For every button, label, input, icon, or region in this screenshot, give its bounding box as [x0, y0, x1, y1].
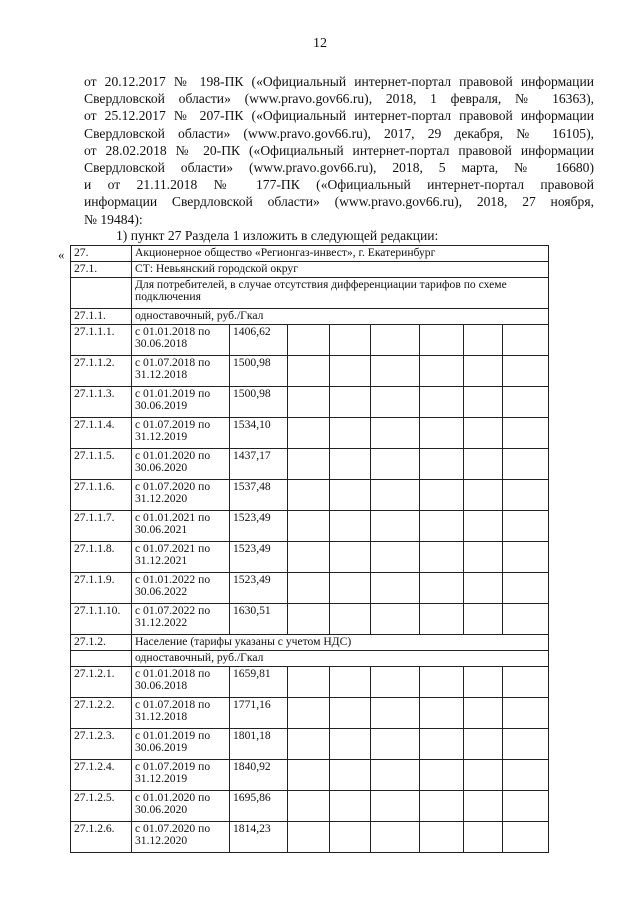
empty-cell: [503, 325, 549, 356]
empty-cell: [288, 511, 330, 542]
tariff-value: 1523,49: [230, 573, 288, 604]
period: с 01.01.2019 по 30.06.2019: [132, 729, 230, 760]
empty-cell: [503, 542, 549, 573]
empty-cell: [464, 729, 503, 760]
tariff-value: 1437,17: [230, 449, 288, 480]
tariff-row: [71, 542, 549, 573]
empty-cell: [288, 729, 330, 760]
tariff-value: 1771,16: [230, 698, 288, 729]
tariff-row: [71, 480, 549, 511]
tariff-row: [71, 449, 549, 480]
empty-cell: [371, 542, 420, 573]
empty-cell: [288, 604, 330, 635]
empty-cell: [464, 698, 503, 729]
intro-line: и от 21.11.2018 № 177-ПК («Официальный интернет-портал правовой: [84, 177, 594, 193]
empty-cell: [464, 511, 503, 542]
empty-cell: [420, 449, 464, 480]
empty-cell: [371, 698, 420, 729]
intro-line: от 28.02.2018 № 20-ПК («Официальный интернет-портал правовой информации: [84, 142, 594, 158]
row-number: 27.1.1.7.: [71, 511, 132, 542]
empty-cell: [464, 573, 503, 604]
period: с 01.01.2021 по 30.06.2021: [132, 511, 230, 542]
empty-cell: [330, 418, 371, 449]
period: с 01.01.2022 по 30.06.2022: [132, 573, 230, 604]
row-number: 27.1.1.9.: [71, 573, 132, 604]
empty-cell: [420, 542, 464, 573]
empty-cell: [371, 822, 420, 853]
period: с 01.07.2021 по 31.12.2021: [132, 542, 230, 573]
period: с 01.07.2019 по 31.12.2019: [132, 760, 230, 791]
empty-cell: [420, 325, 464, 356]
intro-line: Свердловской области» (www.pravo.gov66.ru), 2017, 29 декабря, № 16105),: [84, 125, 594, 141]
empty-cell: [330, 667, 371, 698]
empty-cell: [371, 356, 420, 387]
empty-cell: [420, 573, 464, 604]
row-number: 27.1.1.10.: [71, 604, 132, 635]
intro-paragraph: [84, 73, 594, 228]
tariff-type: одноставочный, руб./Гкал: [132, 651, 549, 667]
period: с 01.07.2020 по 31.12.2020: [132, 822, 230, 853]
intro-line: № 19484):: [84, 211, 143, 227]
empty-cell: [503, 698, 549, 729]
empty-cell: [503, 760, 549, 791]
empty-cell: [464, 387, 503, 418]
row-number: 27.1.1.2.: [71, 356, 132, 387]
period: с 01.07.2018 по 31.12.2018: [132, 698, 230, 729]
empty-cell: [288, 822, 330, 853]
tariff-row: [71, 698, 549, 729]
point-heading: 1) пункт 27 Раздела 1 изложить в следующей редакции:: [116, 228, 439, 243]
tariff-value: 1695,86: [230, 791, 288, 822]
row-number: 27.1.1.1.: [71, 325, 132, 356]
empty-cell: [371, 418, 420, 449]
empty-cell: [330, 542, 371, 573]
empty-cell: [330, 356, 371, 387]
row-number: 27.1.2.4.: [71, 760, 132, 791]
tariff-row: [71, 760, 549, 791]
period: с 01.01.2019 по 30.06.2019: [132, 387, 230, 418]
opening-quote: «: [58, 247, 65, 262]
empty-cell: [420, 480, 464, 511]
empty-cell: [420, 791, 464, 822]
tariff-row: [71, 418, 549, 449]
period: с 01.01.2018 по 30.06.2018: [132, 667, 230, 698]
row-number: 27.1.1.4.: [71, 418, 132, 449]
empty-cell: [371, 449, 420, 480]
empty-cell: [503, 822, 549, 853]
empty-cell: [464, 480, 503, 511]
tariff-value: 1534,10: [230, 418, 288, 449]
empty-cell: [288, 387, 330, 418]
period: с 01.01.2020 по 30.06.2020: [132, 449, 230, 480]
territory-name: СТ: Невьянский городской округ: [132, 262, 549, 278]
empty-cell: [288, 698, 330, 729]
empty-cell: [464, 604, 503, 635]
tariff-value: 1814,23: [230, 822, 288, 853]
empty-cell: [288, 418, 330, 449]
empty-cell: [503, 449, 549, 480]
tariff-table: [70, 245, 549, 853]
empty-cell: [464, 822, 503, 853]
row-number: 27.1.1.5.: [71, 449, 132, 480]
row-number: 27.1.2.: [71, 635, 132, 651]
empty-cell: [464, 449, 503, 480]
intro-line: от 20.12.2017 № 198-ПК («Официальный интернет-портал правовой информации: [84, 74, 594, 89]
intro-line: Свердловской области» (www.pravo.gov66.ru), 2018, 1 февраля, № 16363),: [84, 91, 594, 107]
intro-line: от 25.12.2017 № 207-ПК («Официальный интернет-портал правовой информации: [84, 108, 594, 124]
empty-cell: [371, 480, 420, 511]
period: с 01.01.2018 по 30.06.2018: [132, 325, 230, 356]
empty-cell: [330, 604, 371, 635]
row-number: 27.1.2.2.: [71, 698, 132, 729]
tariff-type: одноставочный, руб./Гкал: [132, 309, 549, 325]
row-number: 27.: [71, 246, 132, 262]
empty-cell: [503, 511, 549, 542]
empty-cell: [71, 278, 132, 309]
empty-cell: [420, 698, 464, 729]
empty-cell: [503, 573, 549, 604]
empty-cell: [503, 418, 549, 449]
empty-cell: [420, 418, 464, 449]
empty-cell: [288, 480, 330, 511]
empty-cell: [288, 667, 330, 698]
intro-line: Свердловской области» (www.pravo.gov66.ru), 2018, 5 марта, № 16680): [84, 160, 594, 176]
empty-cell: [288, 760, 330, 791]
empty-cell: [288, 542, 330, 573]
row-number: 27.1.1.6.: [71, 480, 132, 511]
empty-cell: [371, 511, 420, 542]
tariff-value: 1840,92: [230, 760, 288, 791]
empty-cell: [464, 760, 503, 791]
tariff-value: 1523,49: [230, 542, 288, 573]
empty-cell: [371, 791, 420, 822]
tariff-value: 1523,49: [230, 511, 288, 542]
empty-cell: [371, 387, 420, 418]
empty-cell: [464, 667, 503, 698]
empty-cell: [464, 418, 503, 449]
tariff-value: 1406,62: [230, 325, 288, 356]
empty-cell: [503, 791, 549, 822]
population-heading: Население (тарифы указаны с учетом НДС): [132, 635, 549, 651]
tariff-row: [71, 573, 549, 604]
empty-cell: [330, 698, 371, 729]
empty-cell: [330, 791, 371, 822]
empty-cell: [420, 511, 464, 542]
empty-cell: [371, 325, 420, 356]
organization-name: Акционерное общество «Регионгаз-инвест», г. Екатеринбург: [132, 246, 549, 262]
empty-cell: [288, 356, 330, 387]
row-number: 27.1.2.5.: [71, 791, 132, 822]
tariff-value: 1659,81: [230, 667, 288, 698]
row-number: 27.1.2.1.: [71, 667, 132, 698]
empty-cell: [420, 387, 464, 418]
empty-cell: [420, 356, 464, 387]
row-number: 27.1.1.: [71, 309, 132, 325]
empty-cell: [464, 791, 503, 822]
empty-cell: [330, 480, 371, 511]
empty-cell: [464, 356, 503, 387]
period: с 01.07.2019 по 31.12.2019: [132, 418, 230, 449]
empty-cell: [420, 822, 464, 853]
tariff-row: [71, 729, 549, 760]
period: с 01.07.2020 по 31.12.2020: [132, 480, 230, 511]
empty-cell: [330, 511, 371, 542]
intro-line: информации Свердловской области» (www.pravo.gov66.ru), 2018, 27 ноября,: [84, 194, 594, 210]
empty-cell: [503, 604, 549, 635]
tariff-row: [71, 822, 549, 853]
empty-cell: [371, 729, 420, 760]
empty-cell: [330, 729, 371, 760]
empty-cell: [330, 760, 371, 791]
empty-cell: [330, 449, 371, 480]
row-number: 27.1.1.8.: [71, 542, 132, 573]
page-number: 12: [313, 36, 327, 51]
period: с 01.07.2018 по 31.12.2018: [132, 356, 230, 387]
empty-cell: [420, 604, 464, 635]
consumers-note: Для потребителей, в случае отсутствия дифференциации тарифов по схеме подключения: [132, 278, 549, 309]
empty-cell: [330, 822, 371, 853]
row-number: 27.1.2.3.: [71, 729, 132, 760]
row-number: 27.1.1.3.: [71, 387, 132, 418]
empty-cell: [330, 573, 371, 604]
empty-cell: [288, 573, 330, 604]
period: с 01.01.2020 по 30.06.2020: [132, 791, 230, 822]
empty-cell: [503, 356, 549, 387]
empty-cell: [330, 387, 371, 418]
empty-cell: [503, 667, 549, 698]
empty-cell: [420, 667, 464, 698]
empty-cell: [503, 729, 549, 760]
tariff-value: 1801,18: [230, 729, 288, 760]
empty-cell: [371, 760, 420, 791]
tariff-row: [71, 387, 549, 418]
empty-cell: [330, 325, 371, 356]
empty-cell: [464, 542, 503, 573]
tariff-value: 1537,48: [230, 480, 288, 511]
tariff-row: [71, 604, 549, 635]
tariff-row: [71, 667, 549, 698]
tariff-value: 1630,51: [230, 604, 288, 635]
tariff-row: [71, 356, 549, 387]
row-number: 27.1.: [71, 262, 132, 278]
period: с 01.07.2022 по 31.12.2022: [132, 604, 230, 635]
empty-cell: [288, 325, 330, 356]
empty-cell: [503, 480, 549, 511]
empty-cell: [288, 449, 330, 480]
empty-cell: [464, 325, 503, 356]
empty-cell: [71, 651, 132, 667]
tariff-row: [71, 325, 549, 356]
tariff-row: [71, 511, 549, 542]
tariff-value: 1500,98: [230, 387, 288, 418]
tariff-row: [71, 791, 549, 822]
empty-cell: [371, 604, 420, 635]
empty-cell: [420, 729, 464, 760]
row-number: 27.1.2.6.: [71, 822, 132, 853]
empty-cell: [288, 791, 330, 822]
empty-cell: [371, 667, 420, 698]
empty-cell: [371, 573, 420, 604]
empty-cell: [420, 760, 464, 791]
empty-cell: [503, 387, 549, 418]
tariff-table-body: [71, 246, 549, 853]
tariff-value: 1500,98: [230, 356, 288, 387]
